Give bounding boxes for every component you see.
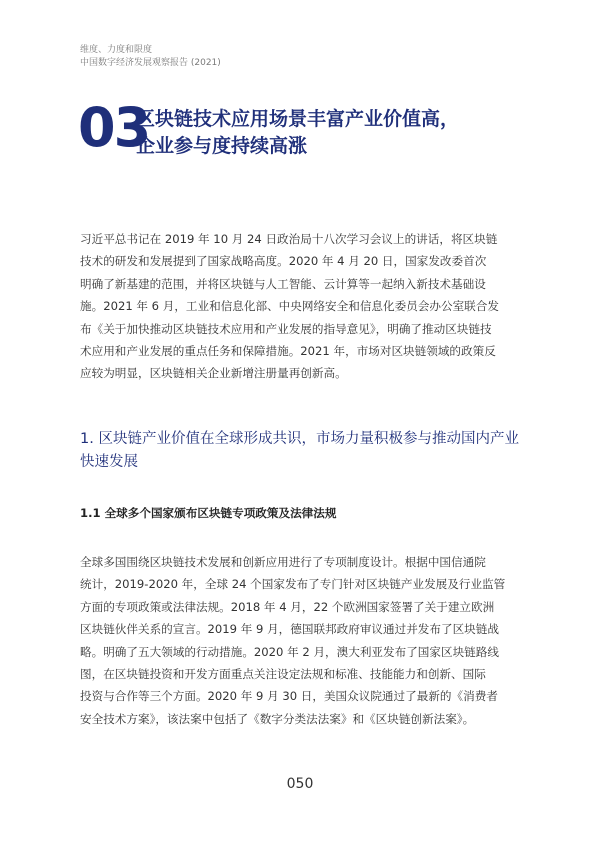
chapter-heading xyxy=(78,96,598,164)
chapter-number: 03 xyxy=(78,96,150,159)
running-header xyxy=(80,44,221,70)
text-line: 全球多国围绕区块链技术发展和创新应用进行了专项制度设计。根据中国信通院 xyxy=(80,555,486,569)
header-line-2: 中国数字经济发展观察报告 (2021) xyxy=(80,58,221,68)
text-line: 技术的研发和发展提到了国家战略高度。2020 年 4 月 20 日，国家发改委首次 xyxy=(80,254,487,269)
section-heading-line-1: 1. 区块链产业价值在全球形成共识，市场力量积极参与推动国内产业 xyxy=(80,431,519,447)
chapter-title-line-1: 区块链技术应用场景丰富产业价值高， xyxy=(136,108,460,130)
text-line: 应较为明显，区块链相关企业新增注册量再创新高。 xyxy=(80,366,347,381)
page-number: 050 xyxy=(286,776,314,792)
chapter-title-line-2: 企业参与度持续高涨 xyxy=(136,135,308,157)
chapter-title xyxy=(136,106,459,160)
body-paragraph xyxy=(80,551,526,730)
text-line: 统计，2019-2020 年，全球 24 个国家发布了专门针对区块链产业发展及行业监管 xyxy=(80,577,506,592)
text-line: 习近平总书记在 2019 年 10 月 24 日政治局十八次学习会议上的讲话，将区块链 xyxy=(80,232,498,246)
intro-paragraph xyxy=(80,228,526,385)
text-line: 术应用和产业发展的重点任务和保障措施。2021 年，市场对区块链领域的政策反 xyxy=(80,344,496,359)
section-heading xyxy=(80,428,540,474)
text-line: 图，在区块链投资和开发方面重点关注设定法规和标准、技能能力和创新、国际 xyxy=(80,667,486,682)
text-line: 略。明确了五大领域的行动措施。2020 年 2 月，澳大利亚发布了国家区块链路线 xyxy=(80,644,499,659)
text-line: 安全技术方案》，该法案中包括了《数字分类法法案》和《区块链创新法案》。 xyxy=(80,711,475,726)
text-line: 施。2021 年 6 月，工业和信息化部、中央网络安全和信息化委员会办公室联合发 xyxy=(80,299,499,314)
subsection-heading: 1.1 全球多个国家颁布区块链专项政策及法律法规 xyxy=(80,506,337,520)
text-line: 投资与合作等三个方面。2020 年 9 月 30 日，美国众议院通过了最新的《消费者 xyxy=(80,689,498,704)
text-line: 方面的专项政策或法律法规。2018 年 4 月，22 个欧洲国家签署了关于建立欧洲 xyxy=(80,599,495,614)
section-heading-line-2: 快速发展 xyxy=(80,454,138,470)
text-line: 布《关于加快推动区块链技术应用和产业发展的指导意见》，明确了推动区块链技 xyxy=(80,321,492,336)
text-line: 明确了新基建的范围，并将区块链与人工智能、云计算等一起纳入新技术基础设 xyxy=(80,276,486,291)
header-line-1: 维度、力度和限度 xyxy=(80,45,153,55)
text-line: 区块链伙伴关系的宣言。2019 年 9 月，德国联邦政府审议通过并发布了区块链战 xyxy=(80,622,499,637)
